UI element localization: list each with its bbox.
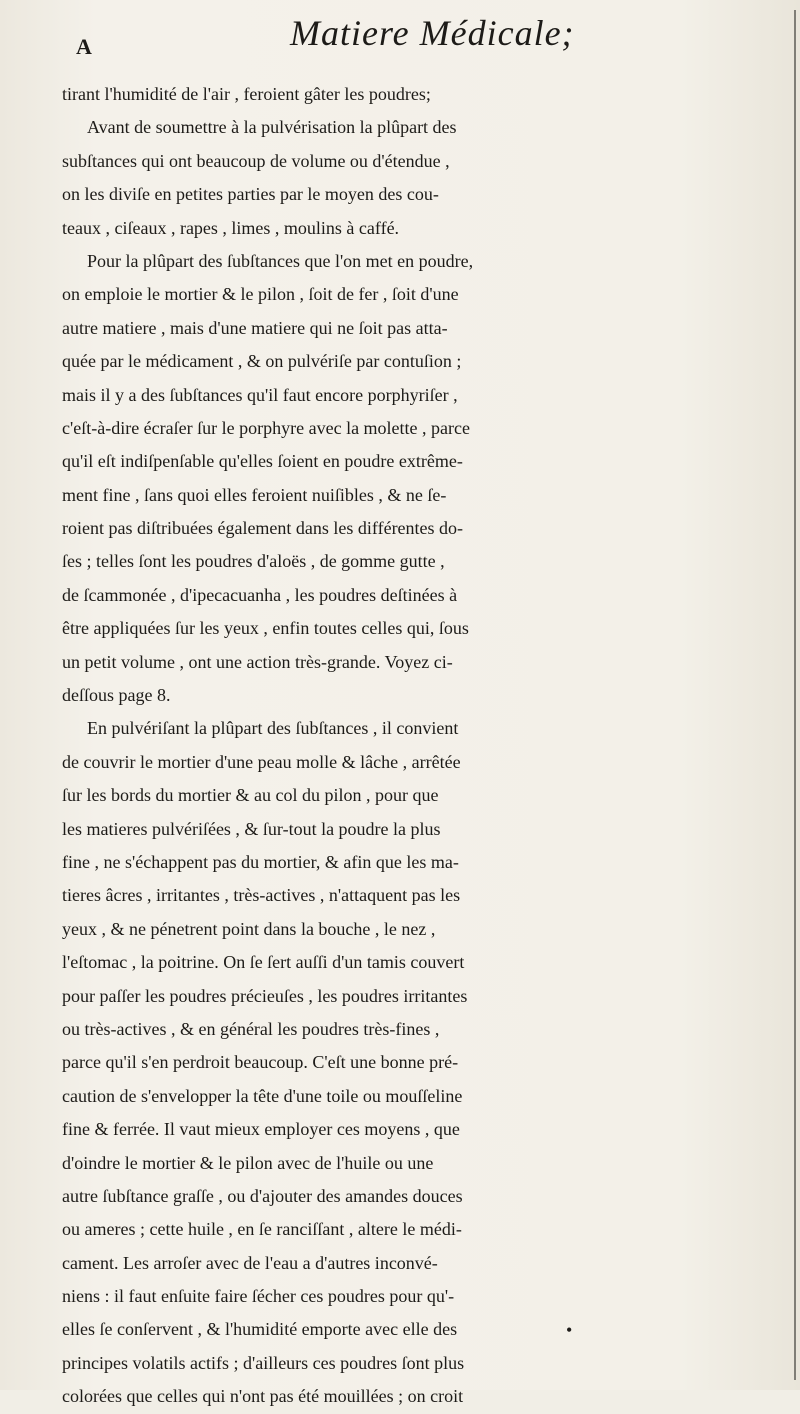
text-line: c'eſt-à-dire écraſer ſur le porphyre avec la molette , parce	[62, 417, 470, 438]
text-line: Avant de soumettre à la pulvérisation la plûpart des	[87, 117, 457, 138]
text-line: roient pas diſtribuées également dans les différentes do-	[62, 518, 464, 539]
text-line: les matieres pulvériſées , & ſur-tout la poudre la plus	[62, 818, 441, 839]
text-line: niens : il faut enſuite faire ſécher ces poudres pour qu'-	[62, 1286, 455, 1307]
text-line: deſſous page 8.	[62, 685, 171, 706]
text-line: un petit volume , ont une action très-grande. Voyez ci-	[62, 651, 453, 672]
text-line: l'eſtomac , la poitrine. On ſe ſert auſſi d'un tamis couvert	[62, 952, 465, 973]
text-line: ment fine , ſans quoi elles feroient nuiſibles , & ne ſe-	[62, 484, 447, 505]
text-line: principes volatils actifs ; d'ailleurs ces poudres ſont plus	[62, 1352, 465, 1373]
text-line: ou ameres ; cette huile , en ſe ranciſſant , altere le médi-	[62, 1219, 462, 1240]
text-line: autre ſubſtance graſſe , ou d'ajouter des amandes douces	[62, 1185, 463, 1206]
text-line: de couvrir le mortier d'une peau molle & lâche , arrêtée	[62, 751, 461, 772]
text-line: autre matiere , mais d'une matiere qui ne ſoit pas atta-	[62, 317, 448, 338]
text-line: tirant l'humidité de l'air , feroient gâter les poudres;	[62, 84, 431, 104]
text-line: pour paſſer les poudres précieuſes , les poudres irritantes	[62, 985, 468, 1006]
text-line: qu'il eſt indiſpenſable qu'elles ſoient en poudre extrême-	[62, 451, 463, 472]
text-line: ou très-actives , & en général les poudres très-fines ,	[62, 1018, 440, 1039]
body-text	[62, 78, 782, 1414]
text-line: Pour la plûpart des ſubſtances que l'on met en poudre,	[87, 250, 474, 271]
text-line: fine , ne s'échappent pas du mortier, & afin que les ma-	[62, 851, 459, 872]
text-line: cament. Les arroſer avec de l'eau a d'autres inconvé-	[62, 1252, 438, 1273]
text-line: parce qu'il s'en perdroit beaucoup. C'eſt une bonne pré-	[62, 1052, 459, 1073]
text-line: En pulvériſant la plûpart des ſubſtances , il convient	[87, 718, 459, 739]
text-line: tieres âcres , irritantes , très-actives , n'attaquent pas les	[62, 885, 461, 906]
text-line: mais il y a des ſubſtances qu'il faut encore porphyriſer ,	[62, 384, 458, 405]
text-line: elles ſe conſervent , & l'humidité emporte avec elle des	[62, 1319, 458, 1340]
text-line: de ſcammonée , d'ipecacuanha , les poudres deſtinées à	[62, 584, 458, 605]
text-line: fine & ferrée. Il vaut mieux employer ces moyens , que	[62, 1119, 460, 1140]
text-line: teaux , ciſeaux , rapes , limes , moulins à caffé.	[62, 217, 400, 238]
footer-mark: •	[566, 1320, 573, 1340]
text-line: ſes ; telles ſont les poudres d'aloës , de gomme gutte ,	[62, 551, 445, 572]
page-edge-shadow	[794, 10, 796, 1380]
text-line: être appliquées ſur les yeux , enfin toutes celles qui, ſous	[62, 618, 469, 639]
running-header-title: Matiere Médicale;	[290, 13, 575, 53]
text-line: caution de s'envelopper la tête d'une toile ou mouſſeline	[62, 1085, 463, 1106]
text-line: ſur les bords du mortier & au col du pilon , pour que	[62, 785, 439, 806]
text-line: quée par le médicament , & on pulvériſe par contuſion ;	[62, 351, 462, 372]
text-line: on emploie le mortier & le pilon , ſoit de fer , ſoit d'une	[62, 284, 459, 305]
text-line: colorées que celles qui n'ont pas été mouillées ; on croit	[62, 1386, 464, 1407]
text-line: yeux , & ne pénetrent point dans la bouche , le nez ,	[62, 918, 436, 939]
text-line: on les diviſe en petites parties par le moyen des cou-	[62, 184, 439, 205]
signature-mark: A	[76, 34, 92, 59]
text-line: subſtances qui ont beaucoup de volume ou d'étendue ,	[62, 150, 450, 171]
text-line: d'oindre le mortier & le pilon avec de l'huile ou une	[62, 1152, 434, 1173]
